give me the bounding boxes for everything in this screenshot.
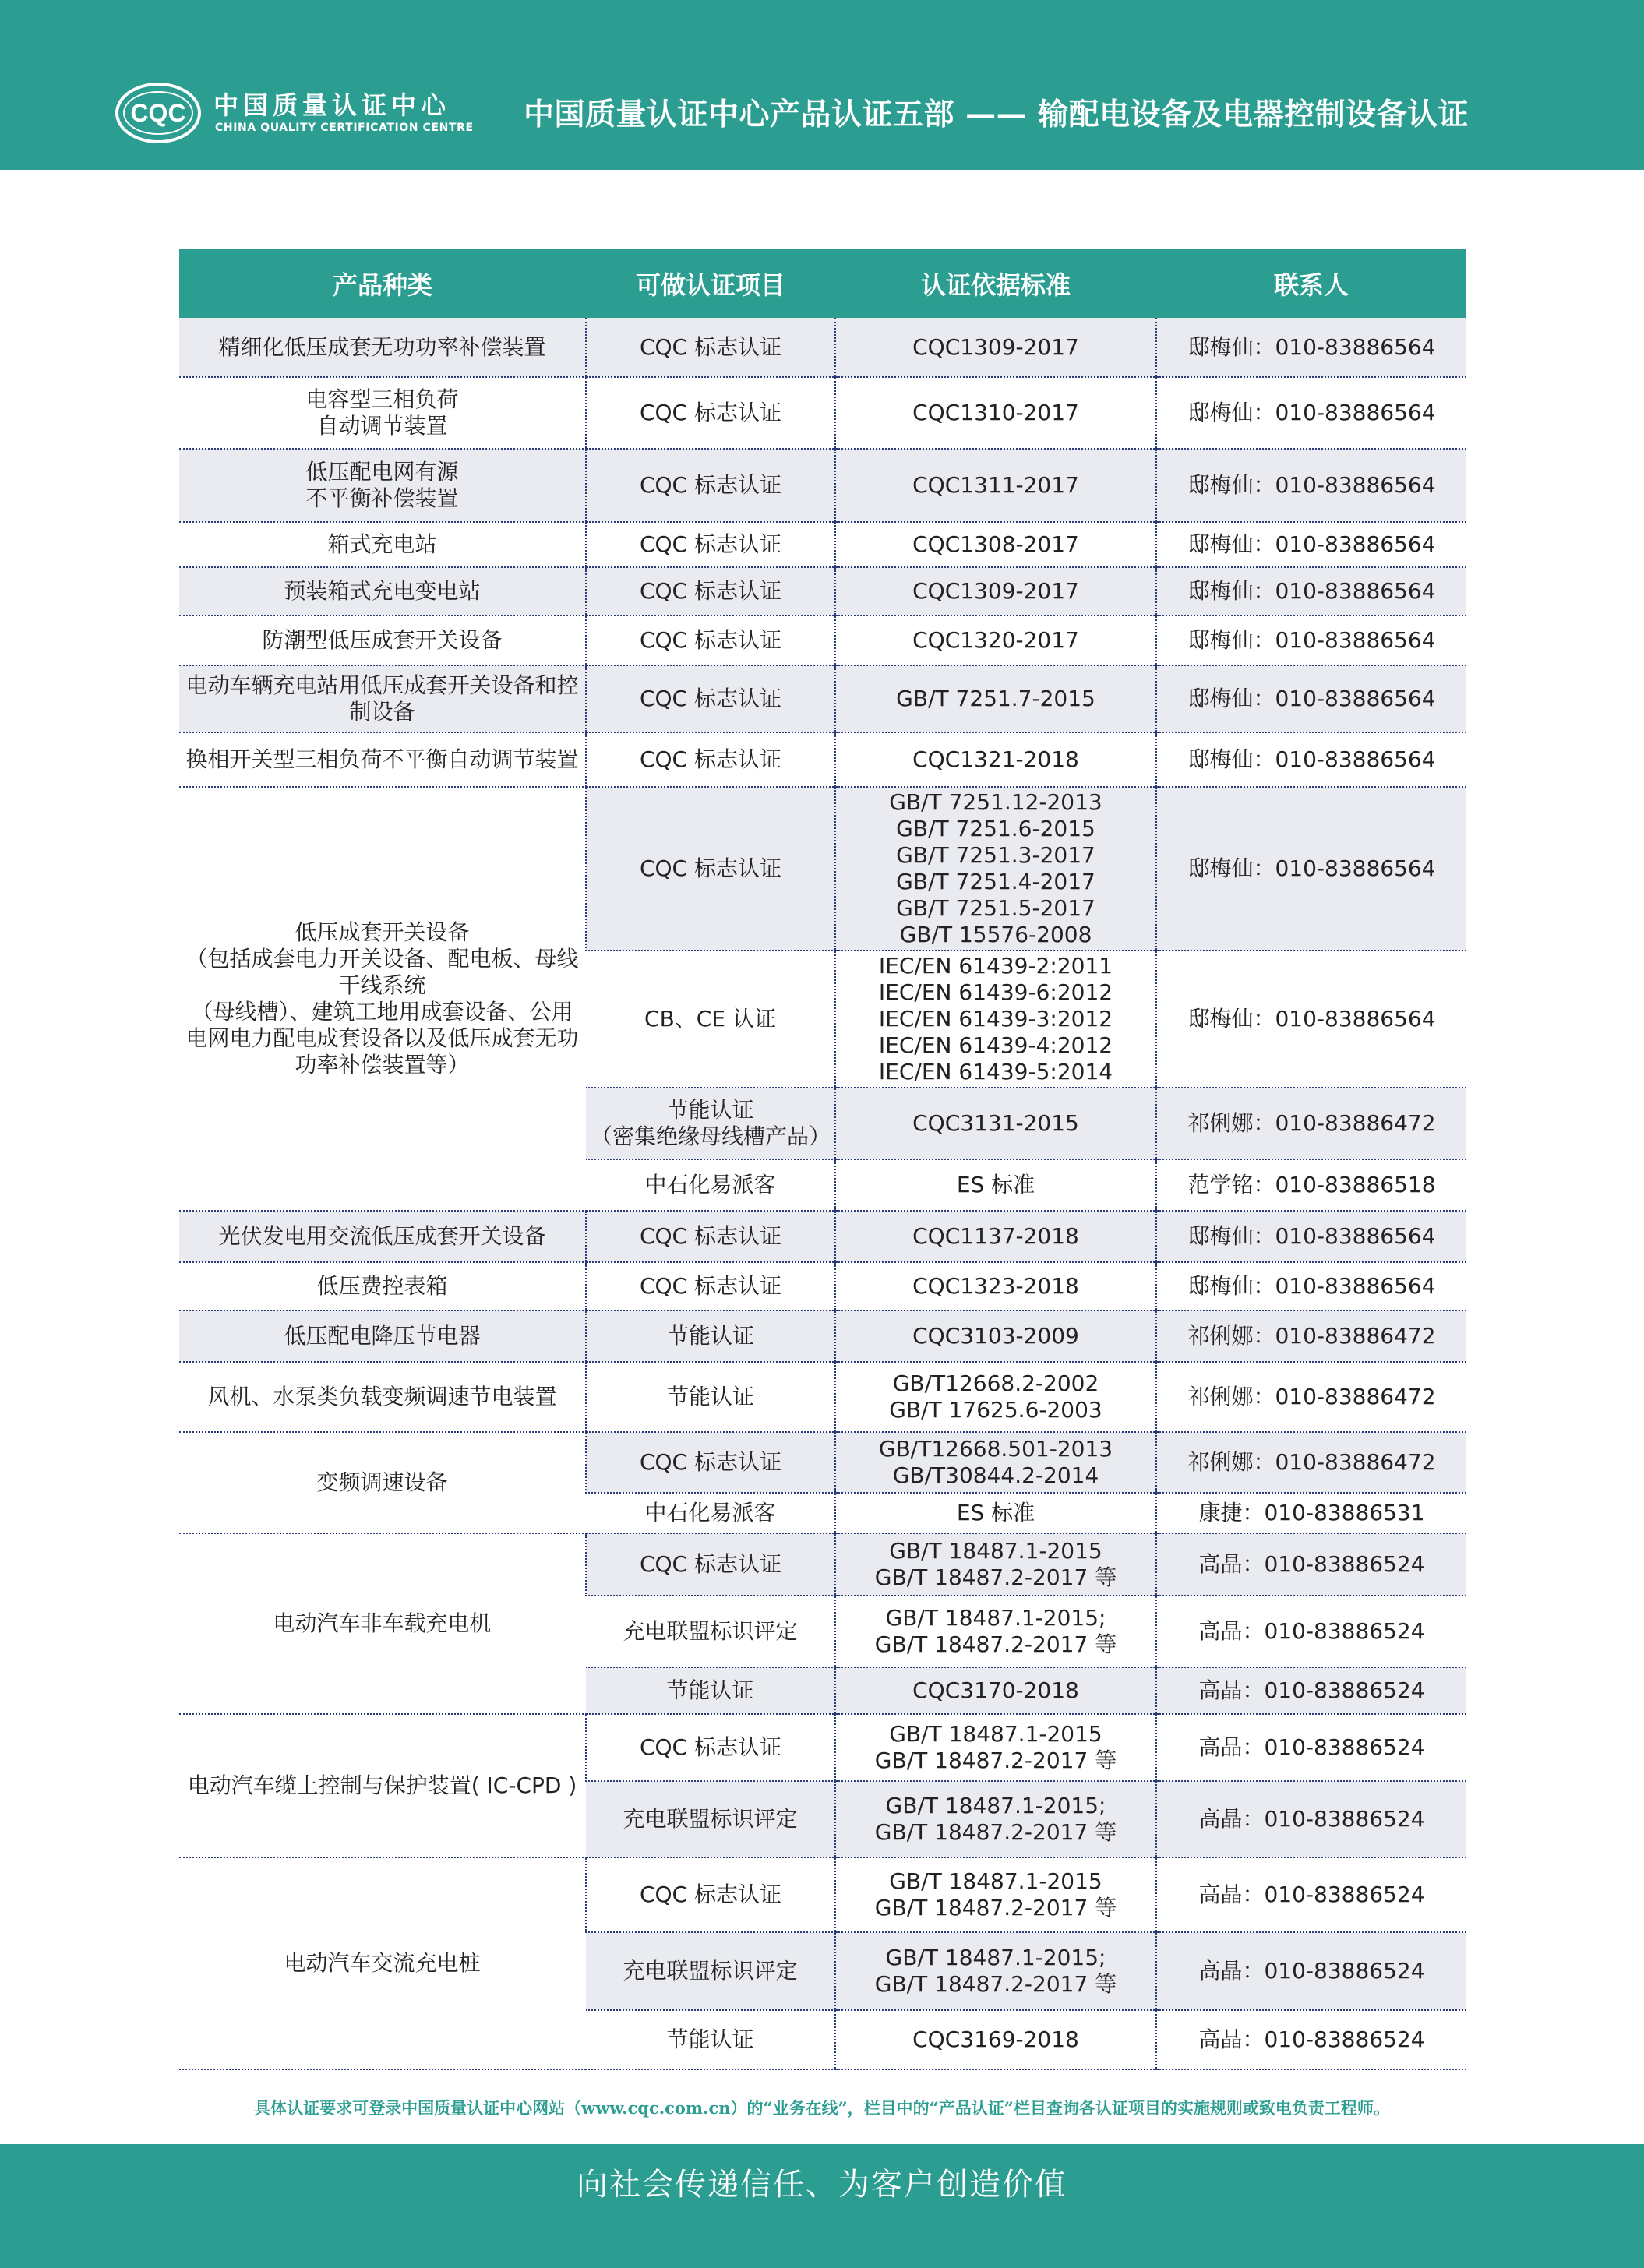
cell-text-line: 电动汽车非车载充电机 [273,1610,492,1636]
column-header-standard: 认证依据标准 [835,249,1156,318]
cert-item-cell [586,1781,835,1857]
cell-text-line: GB/T 7251.4-2017 [896,869,1095,894]
product-cell [179,1432,586,1533]
cell-text-line: 制设备 [349,699,415,725]
product-cell [179,377,586,449]
certification-table [179,249,1466,2070]
contact-cell [1156,615,1466,665]
cell-text-line: 不平衡补偿装置 [305,485,459,511]
cert-item-cell [586,318,835,377]
cell-text-line: 充电联盟标识评定 [623,1806,798,1832]
cell-text-line: （母线槽）、建筑工地用成套设备、公用 [191,999,573,1025]
cert-item-cell [586,449,835,522]
cell-text-line: CQC 标志认证 [639,1273,782,1299]
standard-cell [835,449,1156,522]
cert-item-cell [586,1211,835,1262]
logo-chinese-name: 中国质量认证中心 [213,90,451,120]
cert-item-cell [586,567,835,615]
contact-cell [1156,1533,1466,1596]
cert-item-cell [586,1362,835,1432]
cell-text-line: CQC 标志认证 [639,1882,782,1907]
standard-cell [835,1362,1156,1432]
product-cell [179,1533,586,1714]
cell-text-line: CQC 标志认证 [639,627,782,653]
cert-item-cell [586,665,835,732]
cert-item-cell [586,615,835,665]
standard-cell [835,1211,1156,1262]
cell-text-line: CB、CE 认证 [644,1006,776,1032]
cell-text-line: IEC/EN 61439-2:2011 [878,953,1113,979]
cell-text-line: GB/T12668.501-2013 [878,1436,1113,1462]
cell-text-line: 高晶：010-83886524 [1198,2026,1425,2052]
cell-text-line: 祁俐娜：010-83886472 [1187,1384,1436,1409]
cert-item-cell [586,1596,835,1667]
cell-text-line: 康捷：010-83886531 [1198,1500,1425,1526]
footer-note: 具体认证要求可登录中国质量认证中心网站（www.cqc.com.cn）的“业务在线”，栏目中的“产品认证”栏目查询各认证项目的实施规则或致电负责工程师。 [254,2098,1390,2118]
contact-cell [1156,951,1466,1088]
product-cell [179,1714,586,1857]
contact-cell [1156,1088,1466,1159]
cell-text-line: CQC3103-2009 [912,1323,1079,1349]
cell-text-line: CQC 标志认证 [639,400,782,425]
cell-text-line: GB/T 18487.2-2017 等 [874,1631,1117,1657]
table-row [179,318,1466,377]
cell-text-line: 邸梅仙：010-83886564 [1187,472,1436,498]
cell-text-line: GB/T 17625.6-2003 [889,1397,1102,1423]
cell-text-line: CQC1310-2017 [912,400,1079,425]
cell-text-line: 邸梅仙：010-83886564 [1187,686,1436,711]
cert-item-cell [586,1533,835,1596]
contact-cell [1156,377,1466,449]
product-cell [179,787,586,1211]
cell-text-line: 箱式充电站 [327,531,437,557]
cell-text-line: IEC/EN 61439-6:2012 [878,979,1113,1005]
cell-text-line: 变频调速设备 [316,1469,448,1495]
cell-text-line: 邸梅仙：010-83886564 [1187,531,1436,557]
standard-cell [835,1714,1156,1781]
cert-item-cell [586,1667,835,1714]
cell-text-line: CQC1309-2017 [912,333,1079,360]
standard-cell [835,318,1156,377]
cell-text-line: CQC 标志认证 [639,531,782,557]
product-cell [179,1362,586,1432]
cell-text-line: GB/T 7251.5-2017 [896,895,1095,921]
contact-cell [1156,449,1466,522]
cell-text-line: GB/T 18487.2-2017 等 [874,1819,1117,1845]
product-cell [179,1857,586,2069]
cell-text-line: 中石化易派客 [644,1172,776,1197]
cqc-seal-icon [115,83,201,143]
standard-cell [835,615,1156,665]
contact-cell [1156,1362,1466,1432]
footer-slogan: 向社会传递信任、为客户创造价值 [577,2167,1067,2203]
standard-cell [835,567,1156,615]
contact-cell [1156,1781,1466,1857]
standard-cell [835,787,1156,951]
product-cell [179,318,586,377]
contact-cell [1156,1159,1466,1211]
cell-text-line: 邸梅仙：010-83886564 [1187,578,1436,604]
cell-text-line: 精细化低压成套无功功率补偿装置 [218,333,546,360]
cell-text-line: CQC1311-2017 [912,472,1079,498]
cell-text-line: GB/T 15576-2008 [899,922,1092,947]
page-title: 中国质量认证中心产品认证五部 —— 输配电设备及电器控制设备认证 [524,97,1469,132]
cell-text-line: 邸梅仙：010-83886564 [1187,1006,1436,1032]
cert-item-cell [586,1714,835,1781]
standard-cell [835,1533,1156,1596]
table-row [179,1211,1466,1262]
cell-text-line: CQC3170-2018 [912,1677,1079,1703]
cell-text-line: 中石化易派客 [644,1500,776,1526]
cert-item-cell [586,732,835,787]
cell-text-line: GB/T 7251.7-2015 [896,686,1095,711]
cell-text-line: CQC3131-2015 [912,1110,1079,1136]
table-row [179,1533,1466,1596]
cell-text-line: 节能认证 [666,2026,754,2052]
standard-cell [835,1857,1156,1932]
cell-text-line: 电动汽车交流充电桩 [284,1950,481,1976]
product-cell [179,665,586,732]
contact-cell [1156,2010,1466,2069]
cell-text-line: 节能认证 [666,1323,754,1349]
contact-cell [1156,1932,1466,2010]
table-row [179,787,1466,951]
cell-text-line: 高晶：010-83886524 [1198,1806,1425,1832]
cell-text-line: GB/T12668.2-2002 [892,1370,1099,1396]
cell-text-line: 换相开关型三相负荷不平衡自动调节装置 [185,746,579,772]
cell-text-line: 充电联盟标识评定 [623,1958,798,1984]
contact-cell [1156,1596,1466,1667]
table-row [179,665,1466,732]
standard-cell [835,1667,1156,1714]
standard-cell [835,2010,1156,2069]
cert-item-cell [586,787,835,951]
cell-text-line: CQC 标志认证 [639,1551,782,1577]
table-body [179,318,1466,2069]
cell-text-line: 高晶：010-83886524 [1198,1882,1425,1907]
table-header-row [179,249,1466,318]
cell-text-line: GB/T 18487.2-2017 等 [874,1895,1117,1921]
product-cell [179,1211,586,1262]
standard-cell [835,951,1156,1088]
cell-text-line: GB/T 18487.1-2015; [885,1945,1106,1970]
cell-text-line: 功率补偿装置等） [295,1052,470,1078]
product-cell [179,567,586,615]
cell-text-line: CQC3169-2018 [912,2026,1079,2052]
cert-item-cell [586,951,835,1088]
cell-text-line: CQC1137-2018 [912,1223,1079,1249]
cell-text-line: CQC 标志认证 [639,578,782,604]
cert-item-cell [586,1857,835,1932]
cell-text-line: CQC 标志认证 [639,333,782,360]
contact-cell [1156,1310,1466,1362]
cell-text-line: 光伏发电用交流低压成套开关设备 [218,1223,546,1249]
cell-text-line: CQC 标志认证 [639,1449,782,1475]
product-cell [179,1262,586,1310]
cell-text-line: （包括成套电力开关设备、配电板、母线 [185,946,579,972]
cell-text-line: 邸梅仙：010-83886564 [1187,1273,1436,1299]
contact-cell [1156,1493,1466,1533]
cell-text-line: IEC/EN 61439-5:2014 [878,1059,1113,1085]
cell-text-line: GB/T 18487.1-2015 [889,1538,1102,1564]
standard-cell [835,732,1156,787]
cell-text-line: GB/T 7251.6-2015 [896,816,1095,841]
header-bar [0,0,1644,170]
cell-text-line: 自动调节装置 [316,413,448,439]
cell-text-line: ES 标准 [956,1172,1035,1197]
column-header-cert-item: 可做认证项目 [586,249,835,318]
cell-text-line: 电容型三相负荷 [305,386,459,412]
table-row [179,522,1466,567]
contact-cell [1156,1211,1466,1262]
table-row [179,1432,1466,1493]
cell-text-line: 防潮型低压成套开关设备 [262,627,503,653]
contact-cell [1156,665,1466,732]
standard-cell [835,1159,1156,1211]
cell-text-line: 干线系统 [338,972,426,998]
cert-item-cell [586,1262,835,1310]
cell-text-line: （密集绝缘母线槽产品） [591,1123,831,1149]
standard-cell [835,1310,1156,1362]
product-cell [179,522,586,567]
cell-text-line: 高晶：010-83886524 [1198,1618,1425,1644]
cell-text-line: GB/T 18487.2-2017 等 [874,1564,1117,1590]
cell-text-line: CQC1321-2018 [912,746,1079,772]
cell-text-line: CQC 标志认证 [639,686,782,711]
table-row [179,377,1466,449]
standard-cell [835,1596,1156,1667]
cell-text-line: 祁俐娜：010-83886472 [1187,1110,1436,1136]
table-row [179,1362,1466,1432]
standard-cell [835,1781,1156,1857]
cell-text-line: GB/T 18487.2-2017 等 [874,1748,1117,1773]
table-row [179,1310,1466,1362]
contact-cell [1156,787,1466,951]
cell-text-line: GB/T 18487.1-2015; [885,1793,1106,1818]
cell-text-line: CQC 标志认证 [639,472,782,498]
cell-text-line: 电动车辆充电站用低压成套开关设备和控 [185,672,579,698]
cell-text-line: 电动汽车缆上控制与保护装置( IC-CPD ) [187,1772,577,1798]
table-row [179,732,1466,787]
cell-text-line: 高晶：010-83886524 [1198,1734,1425,1760]
cert-item-cell [586,377,835,449]
cell-text-line: 邸梅仙：010-83886564 [1187,746,1436,772]
standard-cell [835,1262,1156,1310]
logo-english-name: CHINA QUALITY CERTIFICATION CENTRE [215,122,474,134]
cell-text-line: 风机、水泵类负载变频调速节电装置 [207,1384,557,1409]
standard-cell [835,1088,1156,1159]
table-row [179,567,1466,615]
cell-text-line: 邸梅仙：010-83886564 [1187,855,1436,881]
table-row [179,1714,1466,1781]
cell-text-line: GB/T 7251.3-2017 [896,842,1095,868]
product-cell [179,732,586,787]
contact-cell [1156,522,1466,567]
cell-text-line: CQC1320-2017 [912,627,1079,653]
cell-text-line: CQC 标志认证 [639,1223,782,1249]
cell-text-line: 高晶：010-83886524 [1198,1551,1425,1577]
cell-text-line: IEC/EN 61439-3:2012 [878,1006,1113,1032]
cell-text-line: 高晶：010-83886524 [1198,1958,1425,1984]
table-row [179,1857,1466,1932]
svg-text:CQC: CQC [130,99,186,127]
cell-text-line: 低压配电网有源 [305,459,459,485]
contact-cell [1156,1432,1466,1493]
cell-text-line: 充电联盟标识评定 [623,1618,798,1644]
cell-text-line: 范学铭：010-83886518 [1187,1172,1436,1197]
cert-item-cell [586,1432,835,1493]
cell-text-line: 邸梅仙：010-83886564 [1187,1223,1436,1249]
standard-cell [835,1932,1156,2010]
contact-cell [1156,732,1466,787]
table-row [179,449,1466,522]
cell-text-line: GB/T30844.2-2014 [892,1462,1099,1488]
cert-item-cell [586,1088,835,1159]
cell-text-line: IEC/EN 61439-4:2012 [878,1032,1113,1058]
cell-text-line: 电网电力配电成套设备以及低压成套无功 [185,1025,579,1051]
standard-cell [835,1432,1156,1493]
product-cell [179,615,586,665]
cert-item-cell [586,1159,835,1211]
cell-text-line: 邸梅仙：010-83886564 [1187,627,1436,653]
column-header-contact: 联系人 [1156,249,1466,318]
cell-text-line: GB/T 18487.1-2015 [889,1868,1102,1894]
table-row [179,1262,1466,1310]
standard-cell [835,1493,1156,1533]
cert-item-cell [586,522,835,567]
cert-item-cell [586,1493,835,1533]
cert-item-cell [586,1310,835,1362]
cell-text-line: 低压配电降压节电器 [284,1323,481,1349]
cell-text-line: 节能认证 [666,1677,754,1703]
column-header-product: 产品种类 [179,249,586,318]
cell-text-line: GB/T 18487.1-2015; [885,1605,1106,1631]
cell-text-line: 低压费控表箱 [316,1273,448,1299]
table-row [179,615,1466,665]
cell-text-line: 祁俐娜：010-83886472 [1187,1323,1436,1349]
cell-text-line: 低压成套开关设备 [295,919,470,945]
cell-text-line: GB/T 18487.2-2017 等 [874,1971,1117,1997]
cell-text-line: GB/T 7251.12-2013 [889,789,1102,815]
standard-cell [835,377,1156,449]
cell-text-line: 祁俐娜：010-83886472 [1187,1449,1436,1475]
cell-text-line: GB/T 18487.1-2015 [889,1721,1102,1747]
contact-cell [1156,1667,1466,1714]
standard-cell [835,665,1156,732]
cell-text-line: CQC1308-2017 [912,531,1079,557]
contact-cell [1156,1714,1466,1781]
cell-text-line: ES 标准 [956,1500,1035,1526]
product-cell [179,1310,586,1362]
cell-text-line: 邸梅仙：010-83886564 [1187,400,1436,425]
cert-item-cell [586,1932,835,2010]
cell-text-line: 高晶：010-83886524 [1198,1677,1425,1703]
contact-cell [1156,567,1466,615]
cell-text-line: 节能认证 [666,1097,754,1123]
cell-text-line: 邸梅仙：010-83886564 [1187,333,1436,360]
cell-text-line: CQC 标志认证 [639,855,782,881]
cell-text-line: CQC1309-2017 [912,578,1079,604]
cell-text-line: 预装箱式充电变电站 [284,578,481,604]
contact-cell [1156,1857,1466,1932]
cell-text-line: CQC 标志认证 [639,746,782,772]
cell-text-line: CQC 标志认证 [639,1734,782,1760]
cell-text-line: CQC1323-2018 [912,1273,1079,1299]
cert-item-cell [586,2010,835,2069]
contact-cell [1156,318,1466,377]
contact-cell [1156,1262,1466,1310]
product-cell [179,449,586,522]
cell-text-line: 节能认证 [666,1384,754,1409]
standard-cell [835,522,1156,567]
